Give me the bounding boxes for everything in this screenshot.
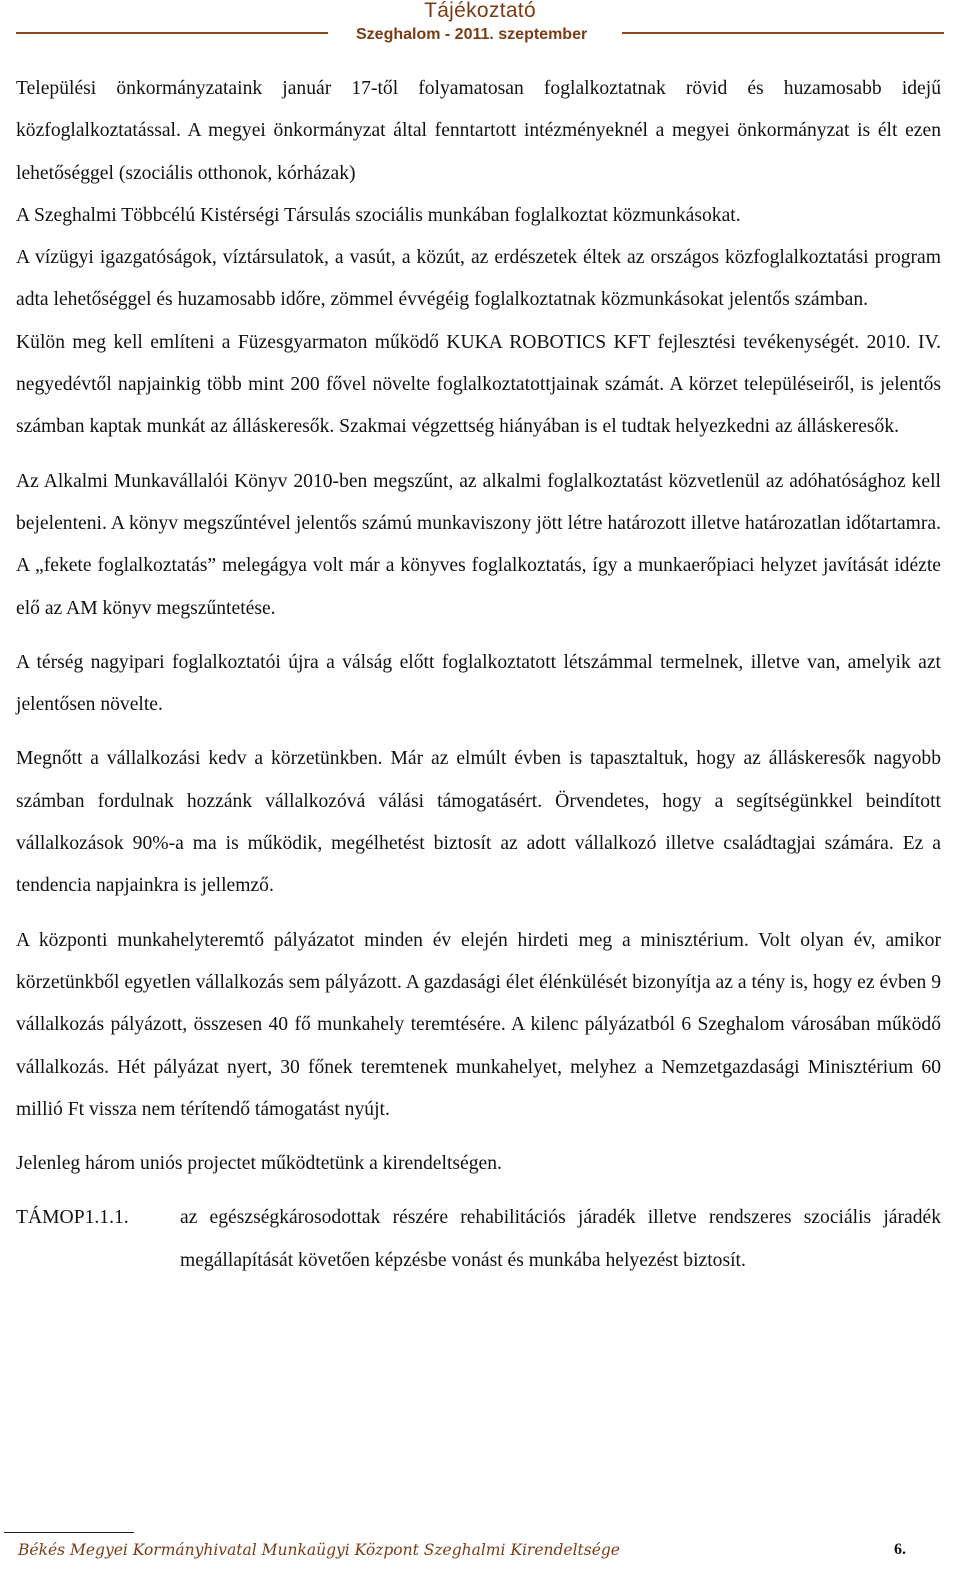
paragraph-large-industry: A térség nagyipari foglalkoztatói újra a válság előtt foglalkoztatott létszámmal termelnek, illetve van, amelyik azt jelentősen növelte. xyxy=(16,651,941,716)
paragraph-job-creation-tender: A központi munkahelyteremtő pályázatot minden év elején hirdeti meg a minisztérium. Volt olyan év, amikor körzetünkből egyetlen vállalkozás sem pályázott. A gazdasági élet élénkülését bizonyítja az a tény is, hogy ez évben 9 vállalkozás pályázott, összesen 40 fő munkahely teremtésére. A kilenc pályázatból 6 Szeghalom városában működő vállalkozás. Hét pályázat nyert, 30 főnek teremtenek munkahelyet, melyhez a Nemzetgazdasági Minisztérium 60 millió Ft vissza nem térítendő támogatást nyújt. xyxy=(16,929,941,1120)
footer-rule xyxy=(4,1532,134,1533)
footer-office-name: Békés Megyei Kormányhivatal Munkaügyi Központ Szeghalmi Kirendeltsége xyxy=(18,1541,620,1559)
header-rule-left xyxy=(16,32,328,34)
document-body xyxy=(16,68,941,1282)
header-rule-right xyxy=(622,32,944,34)
paragraph-eu-projects: Jelenleg három uniós projectet működtetünk a kirendeltségen. xyxy=(16,1153,502,1175)
paragraph-multipurpose-association: A Szeghalmi Többcélú Kistérségi Társulás szociális munkában foglalkoztat közmunkásokat. xyxy=(16,204,741,226)
paragraph-kuka-robotics: Külön meg kell említeni a Füzesgyarmaton működő KUKA ROBOTICS KFT fejlesztési tevékenységét. 2010. IV. negyedévtől napjainkig több mint 200 fővel növelte foglalkoztatottjainak számát. A körzet településeiről, is jelentős számban kaptak munkát az álláskeresők. Szakmai végzettség hiányában is el tudtak helyezkedni az álláskeresők. xyxy=(16,331,941,438)
header-subtitle: Szeghalom - 2011. szeptember xyxy=(356,26,588,43)
tamop-code: TÁMOP1.1.1. xyxy=(16,1207,129,1229)
tamop-item xyxy=(16,1197,941,1282)
page-number: 6. xyxy=(894,1541,906,1558)
tamop-description: az egészségkárosodottak részére rehabilitációs járadék illetve rendszeres szociális járadék megállapítását követően képzésbe vonást és munkába helyezést biztosít. xyxy=(180,1207,941,1271)
paragraph-water-directorates: A vízügyi igazgatóságok, víztársulatok, a vasút, a közút, az erdészetek éltek az országos közfoglalkoztatási program adta lehetőséggel és huzamosabb időre, zömmel évvégéig foglalkoztatnak közmunkásokat jelentős számban. xyxy=(16,247,941,311)
paragraph-casual-worker-book: Az Alkalmi Munkavállalói Könyv 2010-ben megszűnt, az alkalmi foglalkoztatást közvetlenül az adóhatósághoz kell bejelenteni. A könyv megszűntével jelentős számú munkaviszony jött létre határozott illetve határozatlan időtartamra. A „fekete foglalkoztatás” melegágya volt már a könyves foglalkoztatás, így a munkaerőpiaci helyzet javítását idézte elő az AM könyv megszűntetése. xyxy=(16,470,941,619)
paragraph-entrepreneurship: Megnőtt a vállalkozási kedv a körzetünkben. Már az elmúlt évben is tapasztaltuk, hogy az álláskeresők nagyobb számban fordulnak hozzánk vállalkozóvá válási támogatásért. Örvendetes, hogy a segítségünkkel beindított vállalkozások 90%-a ma is működik, megélhetést biztosít az adott vállalkozó illetve családtagjai számára. Ez a tendencia napjainkra is jellemző. xyxy=(16,748,941,897)
paragraph-local-governments: Települési önkormányzataink január 17-től folyamatosan foglalkoztatnak rövid és huzamosabb idejű közfoglalkoztatással. A megyei önkormányzat által fenntartott intézményeknél a megyei önkormányzat is élt ezen lehetőséggel (szociális otthonok, kórházak) xyxy=(16,78,941,184)
header-title: Tájékoztató xyxy=(424,0,536,22)
